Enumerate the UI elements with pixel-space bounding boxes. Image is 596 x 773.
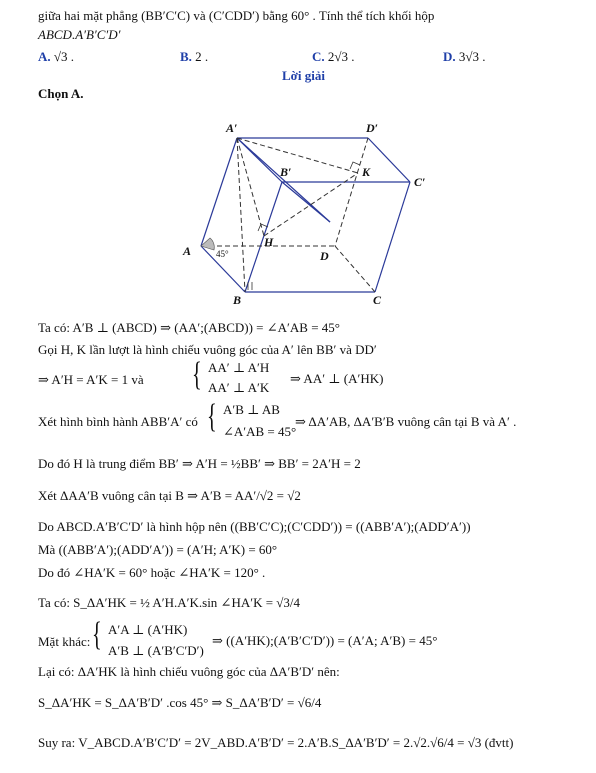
solution-line-4: ⇒ AA′ ⊥ (A′HK) <box>290 371 384 386</box>
system-2-row-1: A′B ⊥ AB <box>223 402 280 417</box>
option-a-value: √3 . <box>53 49 75 64</box>
angle-label: 45° <box>216 249 229 259</box>
problem-line-1: giữa hai mặt phẳng (BB′C′C) và (C′CDD′) bằng 60° . Tính thể tích khối hộp <box>38 8 435 23</box>
label-d1: D′ <box>366 121 379 135</box>
option-c-label: C. <box>312 49 325 64</box>
choice-label: Chọn A. <box>38 86 84 101</box>
solution-line-8: Xét ΔAA′B vuông cân tại B ⇒ A′B = AA′/√2 = √2 <box>38 488 301 503</box>
solution-line-17: Suy ra: V_ABCD.A′B′C′D′ = 2V_ABD.A′B′D′ = 2.A′B.S_ΔA′B′D′ = 2.√2.√6/4 = √3 (đvtt) <box>38 735 514 750</box>
solution-line-5: Xét hình bình hành ABB′A′ có <box>38 414 198 429</box>
system-1-row-1: AA′ ⊥ A′H <box>208 360 270 375</box>
option-c <box>312 49 355 65</box>
option-d-label: D. <box>443 49 456 64</box>
solution-title: Lời giải <box>282 68 325 83</box>
system-3-row-1: A′A ⊥ (A′HK) <box>108 622 188 637</box>
brace-3: { <box>92 616 102 653</box>
option-c-value: 2√3 . <box>327 49 355 64</box>
system-1-row-2: AA′ ⊥ A′K <box>208 380 270 395</box>
solution-line-9: Do ABCD.A′B′C′D′ là hình hộp nên ((BB′C′C);(C′CDD′)) = ((ABB′A′);(ADD′A′)) <box>38 519 471 534</box>
solution-line-7: Do đó H là trung điểm BB′ ⇒ A′H = ½BB′ ⇒ BB′ = 2A′H = 2 <box>38 456 361 471</box>
option-d <box>443 49 486 65</box>
parallelepiped-figure <box>170 118 440 313</box>
problem-line-2: ABCD.A′B′C′D′ <box>38 27 121 42</box>
label-c1: C′ <box>414 175 426 189</box>
solution-line-10: Mà ((ABB′A′);(ADD′A′)) = (A′H; A′K) = 60° <box>38 542 278 557</box>
label-k: K <box>362 165 371 179</box>
option-b-value: 2 . <box>195 49 209 64</box>
option-a-label: A. <box>38 49 51 64</box>
option-b-label: B. <box>180 49 192 64</box>
label-c: C <box>373 293 382 307</box>
brace-2: { <box>207 398 217 435</box>
option-a <box>38 49 74 65</box>
label-h: H <box>264 235 274 249</box>
label-b: B <box>233 293 242 307</box>
solution-line-12: Ta có: S_ΔA′HK = ½ A′H.A′K.sin ∠HA′K = √3/4 <box>38 595 301 610</box>
system-3-row-2: A′B ⊥ (A′B′C′D′) <box>108 643 204 658</box>
system-2-row-2: ∠A′AB = 45° <box>223 424 297 439</box>
option-b <box>180 49 208 65</box>
solution-line-16: S_ΔA′HK = S_ΔA′B′D′ .cos 45° ⇒ S_ΔA′B′D′ = √6/4 <box>38 695 322 710</box>
label-a: A <box>183 244 192 258</box>
label-d: D <box>320 249 329 263</box>
label-a1: A′ <box>226 121 238 135</box>
solution-line-13: Mặt khác: <box>38 634 91 649</box>
solution-line-11: Do đó ∠HA′K = 60° hoặc ∠HA′K = 120° . <box>38 565 266 580</box>
brace-1: { <box>192 356 202 393</box>
option-d-value: 3√3 . <box>458 49 486 64</box>
solution-line-3: ⇒ A′H = A′K = 1 và <box>38 372 144 387</box>
solution-line-2: Gọi H, K lần lượt là hình chiếu vuông góc của A′ lên BB′ và DD′ <box>38 342 377 357</box>
solution-line-1: Ta có: A′B ⊥ (ABCD) ⇒ (AA′;(ABCD)) = ∠A′AB = 45° <box>38 320 340 335</box>
label-b1: B′ <box>280 165 292 179</box>
solution-line-6: ⇒ ΔA′AB, ΔA′B′B vuông cân tại B và A′ . <box>295 414 517 429</box>
solution-line-15: Lại có: ΔA′HK là hình chiếu vuông góc của ΔA′B′D′ nên: <box>38 664 340 679</box>
solution-line-14: ⇒ ((A′HK);(A′B′C′D′)) = (A′A; A′B) = 45° <box>212 633 438 648</box>
